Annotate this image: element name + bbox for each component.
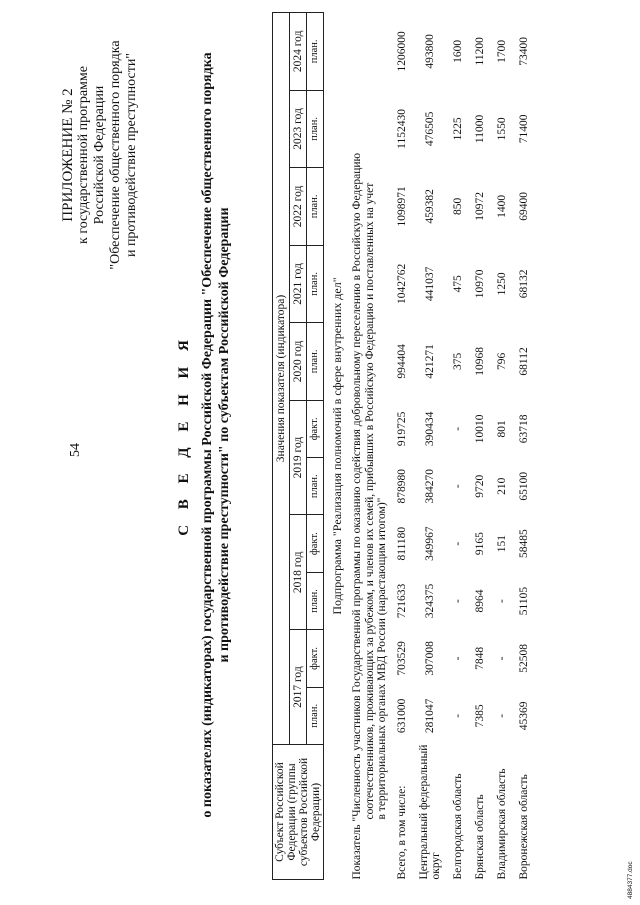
year-header: 2019 год bbox=[290, 400, 307, 515]
table-cell: 1600 bbox=[451, 39, 464, 63]
year-header: 2020 год bbox=[290, 323, 307, 401]
table-cell: 68112 bbox=[517, 347, 530, 376]
year-header: 2018 год bbox=[290, 515, 307, 630]
table-cell: 801 bbox=[495, 420, 508, 438]
table-row bbox=[471, 13, 493, 880]
table-cell: 9720 bbox=[473, 474, 486, 498]
document-reference: 4884377.doc bbox=[627, 861, 634, 899]
subprogram-title: Подпрограмма "Реализация полномочий в сфере внутренних дел" bbox=[330, 277, 344, 615]
table-cell: - bbox=[451, 599, 464, 603]
table-cell: 850 bbox=[451, 197, 464, 216]
year-header: 2023 год bbox=[290, 90, 307, 168]
table-cell: 919725 bbox=[395, 411, 408, 447]
table-cell: 11200 bbox=[473, 37, 486, 66]
table-cell: - bbox=[495, 656, 508, 661]
table-cell: 7385 bbox=[473, 704, 486, 728]
table-row bbox=[415, 13, 449, 880]
region-name: Брянская область bbox=[473, 794, 486, 880]
table-cell: 703529 bbox=[395, 641, 408, 676]
year-header: 2022 год bbox=[290, 168, 307, 246]
table-cell: 8964 bbox=[473, 589, 486, 613]
page-number: 54 bbox=[68, 443, 83, 457]
title-subtitle-line: и противодействие преступности" по субъектам Российской Федерации bbox=[217, 207, 232, 663]
table-cell: 324375 bbox=[423, 583, 436, 619]
indicator-description bbox=[348, 13, 393, 880]
table-cell: 375 bbox=[451, 352, 464, 371]
table-cell: 811180 bbox=[395, 526, 408, 561]
region-name: Центральный федеральный округ bbox=[417, 744, 442, 880]
table-cell: 71400 bbox=[517, 114, 530, 144]
values-header: Значения показателя (индикатора) bbox=[273, 13, 290, 745]
table-cell: 58485 bbox=[517, 529, 530, 559]
fact-subheader: факт. bbox=[307, 630, 324, 687]
table-cell: 307008 bbox=[423, 641, 436, 676]
plan-subheader: план. bbox=[307, 458, 324, 515]
table-cell: 10010 bbox=[473, 414, 486, 444]
table-cell: 7848 bbox=[473, 646, 486, 670]
plan-subheader: план. bbox=[307, 168, 324, 246]
appendix-line: к государственной программе bbox=[76, 66, 91, 244]
table-cell: 69400 bbox=[517, 192, 530, 221]
table-cell: 11000 bbox=[473, 114, 486, 144]
indicator-line: соотечественников, проживающих за рубежом, и членов их семей, прибывших в Российскую Федерацию и поставленных на учет bbox=[363, 182, 376, 820]
table-cell: 68132 bbox=[517, 269, 530, 299]
table-cell: 631000 bbox=[395, 698, 408, 734]
appendix-line: и противодействие преступности" bbox=[124, 52, 139, 258]
table-cell: - bbox=[495, 599, 508, 603]
table-cell: - bbox=[451, 484, 464, 489]
table-cell: - bbox=[451, 541, 464, 546]
table-cell: 384270 bbox=[423, 469, 436, 504]
region-name: Всего, в том числе: bbox=[395, 785, 408, 880]
table-cell: 1206000 bbox=[395, 31, 408, 72]
table-cell: 1250 bbox=[495, 272, 508, 296]
table-cell: 1225 bbox=[451, 117, 464, 141]
table-cell: 65100 bbox=[517, 471, 530, 501]
table-cell: - bbox=[451, 656, 464, 661]
table-cell: 441037 bbox=[423, 266, 436, 302]
table-row bbox=[493, 13, 515, 880]
fact-subheader: факт. bbox=[307, 400, 324, 457]
table-cell: 390434 bbox=[423, 411, 436, 447]
region-name: Белгородская область bbox=[451, 773, 464, 880]
table-cell: 476505 bbox=[423, 111, 436, 147]
table-cell: 10970 bbox=[473, 269, 486, 299]
table-row bbox=[393, 13, 415, 880]
table-cell: 878980 bbox=[395, 469, 408, 504]
table-cell: - bbox=[495, 713, 508, 718]
table-cell: 10972 bbox=[473, 192, 486, 221]
plan-subheader: план. bbox=[307, 245, 324, 323]
plan-subheader: план. bbox=[307, 323, 324, 401]
table-cell: 721633 bbox=[395, 583, 408, 619]
plan-subheader: план. bbox=[307, 572, 324, 629]
table-cell: 1400 bbox=[495, 194, 508, 218]
indicator-line: в территориальных органах МВД России (нарастающим итогом)" bbox=[376, 497, 388, 820]
region-name: Владимирская область bbox=[495, 768, 508, 880]
appendix-line: Российской Федерации bbox=[92, 85, 107, 225]
table-cell: 51105 bbox=[517, 586, 530, 616]
document-title bbox=[176, 5, 233, 865]
table-cell: 1550 bbox=[495, 117, 508, 141]
table-cell: 10968 bbox=[473, 347, 486, 376]
table-cell: 475 bbox=[451, 275, 464, 293]
plan-subheader: план. bbox=[307, 90, 324, 168]
appendix-block bbox=[60, 5, 140, 305]
table-cell: 52508 bbox=[517, 644, 530, 673]
year-header: 2021 год bbox=[290, 245, 307, 323]
appendix-heading: ПРИЛОЖЕНИЕ № 2 bbox=[60, 88, 76, 222]
table-cell: - bbox=[451, 426, 464, 431]
fact-subheader: факт. bbox=[307, 515, 324, 572]
region-name: Воронежская область bbox=[517, 774, 530, 880]
table-cell: 994404 bbox=[395, 344, 408, 379]
table-row bbox=[449, 13, 471, 880]
table-cell: 796 bbox=[495, 352, 508, 371]
year-header: 2017 год bbox=[290, 630, 307, 745]
table-cell: 493800 bbox=[423, 34, 436, 69]
table-cell: 421271 bbox=[423, 344, 436, 379]
title-main: С В Е Д Е Н И Я bbox=[176, 334, 192, 536]
table-cell: 281047 bbox=[423, 698, 436, 734]
region-column-header: Субъект Российской Федерации (группы субъектов Российской Федерации) bbox=[273, 745, 324, 880]
table-cell: - bbox=[451, 713, 464, 718]
year-header: 2024 год bbox=[290, 13, 307, 91]
title-subtitle-line: о показателях (индикаторах) государственной программы Российской Федерации "Обеспечение общественного порядка bbox=[200, 52, 215, 818]
table-row bbox=[515, 13, 537, 880]
appendix-line: "Обеспечение общественного порядка bbox=[108, 40, 123, 270]
indicator-line: Показатель "Численность участников Государственной программы по оказанию содействия добровольному переселению в Российскую Федерацию bbox=[351, 152, 363, 880]
table-cell: 349967 bbox=[423, 526, 436, 561]
plan-subheader: план. bbox=[307, 13, 324, 91]
table-cell: 1152430 bbox=[395, 109, 408, 149]
table-cell: 210 bbox=[495, 477, 508, 495]
table-cell: 63718 bbox=[517, 414, 530, 444]
plan-subheader: план. bbox=[307, 687, 324, 744]
table-cell: 1098971 bbox=[395, 186, 408, 227]
table-cell: 151 bbox=[495, 535, 508, 553]
indicator-table bbox=[272, 12, 537, 880]
table-cell: 45369 bbox=[517, 701, 530, 731]
table-cell: 9165 bbox=[473, 532, 486, 556]
table-cell: 73400 bbox=[517, 36, 530, 66]
table-cell: 459382 bbox=[423, 189, 436, 224]
table-cell: 1042762 bbox=[395, 263, 408, 305]
table-cell: 1700 bbox=[495, 39, 508, 63]
